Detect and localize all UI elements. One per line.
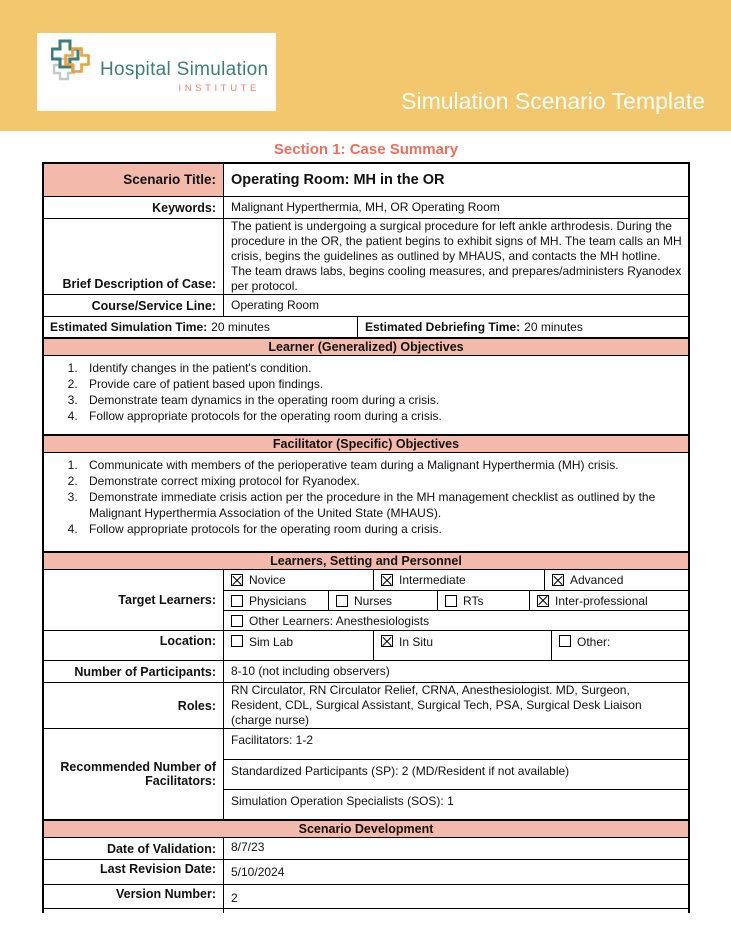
checkbox-icon[interactable]	[537, 595, 549, 607]
objective-item: 3. Demonstrate immediate crisis action per the procedure in the MH management checklist as outlined by the Malignant Hyperthermia Association of the United State (MHAUS).	[81, 489, 682, 521]
brief-description-value[interactable]: The patient is undergoing a surgical procedure for left ankle arthrodesis. During the procedure in the OR, the patient begins to exhibit signs of MH. The team calls an MH crisis, begins the guidelines as outlined by MHAUS, and contacts the MH hotline. The team draws labs, begins cooling measures, and prepares/administers Ryanodex per protocol.	[231, 219, 682, 293]
checkbox-intermediate[interactable]	[373, 570, 544, 590]
checkbox-icon[interactable]	[231, 574, 243, 586]
standardized-participants	[224, 759, 688, 789]
roles-label: Roles:	[44, 683, 224, 728]
hospital-cross-icon	[51, 38, 91, 82]
checkbox-label: Advanced	[570, 573, 624, 587]
checkbox-physicians[interactable]	[224, 591, 328, 610]
last-revision-row	[44, 859, 688, 884]
checkbox-icon[interactable]	[559, 635, 571, 647]
date-of-validation-label: Date of Validation:	[44, 838, 224, 859]
cutoff-label-cell	[44, 909, 224, 913]
objective-item: 2. Demonstrate correct mixing protocol for Ryanodex.	[81, 473, 682, 489]
scenario-title-row	[44, 164, 688, 196]
version-number-label: Version Number:	[44, 885, 224, 908]
date-of-validation-row	[44, 837, 688, 859]
table-cutoff-row	[44, 908, 688, 913]
roles-row	[44, 682, 688, 728]
checkbox-icon[interactable]	[231, 595, 243, 607]
checkbox-advanced[interactable]	[544, 570, 688, 590]
checkbox-icon[interactable]	[381, 635, 393, 647]
checkbox-inter-professional[interactable]	[529, 591, 688, 610]
course-service-line-value[interactable]: Operating Room	[231, 298, 320, 312]
keywords-value[interactable]: Malignant Hyperthermia, MH, OR Operating Room	[231, 200, 500, 214]
checkbox-label: Sim Lab	[249, 635, 294, 649]
cutoff-value-cell	[224, 909, 688, 913]
estimated-debriefing-time-label: Estimated Debriefing Time:	[365, 320, 521, 334]
checkbox-other-location[interactable]	[551, 631, 688, 660]
participants-value[interactable]: 8-10 (not including observers)	[231, 664, 390, 678]
version-number-row	[44, 884, 688, 908]
checkbox-label: Other Learners: Anesthesiologists	[249, 613, 430, 628]
last-revision-value[interactable]: 5/10/2024	[231, 864, 285, 879]
checkbox-icon[interactable]	[552, 574, 564, 586]
checkbox-in-situ[interactable]	[373, 631, 551, 660]
checkbox-novice[interactable]	[224, 570, 373, 590]
location-label: Location:	[44, 631, 224, 660]
estimated-simulation-time-label: Estimated Simulation Time:	[50, 320, 208, 334]
facilitators-row	[44, 728, 688, 819]
checkbox-sim-lab[interactable]	[224, 631, 373, 660]
section1-heading: Section 1: Case Summary	[273, 141, 459, 158]
course-service-line-row	[44, 294, 688, 316]
facilitators-label: Recommended Number of Facilitators:	[44, 729, 224, 819]
checkbox-label: Physicians	[249, 593, 307, 608]
logo-text-institute: INSTITUTE	[178, 83, 260, 94]
learner-objectives-header: Learner (Generalized) Objectives	[44, 337, 688, 355]
course-service-line-label: Course/Service Line:	[44, 295, 224, 316]
facilitators-values	[224, 729, 688, 819]
location-option-cells	[224, 631, 688, 660]
checkbox-nurses[interactable]	[328, 591, 437, 610]
scenario-development-header: Scenario Development	[44, 819, 688, 837]
checkbox-label: Intermediate	[399, 573, 466, 587]
checkbox-icon[interactable]	[381, 574, 393, 586]
brief-description-row	[44, 218, 688, 294]
brief-description-label: Brief Description of Case:	[44, 219, 224, 294]
other-learners-option	[224, 610, 688, 630]
target-learners-row	[44, 569, 688, 630]
checkbox-icon[interactable]	[231, 635, 243, 647]
checkbox-label: Nurses	[354, 593, 393, 608]
objective-item: 4. Follow appropriate protocols for the operating room during a crisis.	[81, 521, 682, 537]
checkbox-icon[interactable]	[231, 615, 243, 627]
facilitator-objectives-list	[44, 457, 682, 537]
participants-label: Number of Participants:	[44, 661, 224, 682]
logo-text-hospital-simulation: Hospital Simulation	[100, 59, 269, 80]
facilitator-objectives-header: Facilitator (Specific) Objectives	[44, 434, 688, 452]
estimated-debriefing-time-value: 20 minutes	[524, 320, 583, 334]
case-summary-table	[42, 162, 690, 913]
learners-setting-header: Learners, Setting and Personnel	[44, 551, 688, 569]
keywords-row	[44, 196, 688, 218]
checkbox-label: Novice	[249, 573, 286, 587]
keywords-label: Keywords:	[44, 197, 224, 218]
objective-item: 4. Follow appropriate protocols for the operating room during a crisis.	[81, 408, 682, 424]
roles-value[interactable]: RN Circulator, RN Circulator Relief, CRNA, Anesthesiologist. MD, Surgeon, Resident, CDL, Surgical Assistant, Surgical Tech, PSA, Surgical Desk Liaison (charge nurse)	[231, 683, 642, 727]
learner-profession-options	[224, 590, 688, 610]
scenario-title-value[interactable]: Operating Room: MH in the OR	[231, 171, 445, 188]
checkbox-label: Other:	[577, 635, 611, 649]
facilitators-count-value[interactable]: Facilitators: 1-2	[231, 733, 314, 747]
checkbox-icon[interactable]	[336, 595, 348, 607]
checkbox-label: Inter-professional	[555, 593, 648, 608]
date-of-validation-value[interactable]: 8/7/23	[231, 840, 265, 854]
standardized-participants-value[interactable]: Standardized Participants (SP): 2 (MD/Resident if not available)	[231, 764, 570, 778]
checkbox-other-learners[interactable]	[224, 611, 688, 630]
location-row	[44, 630, 688, 660]
objective-item: 1. Identify changes in the patient's condition.	[81, 360, 682, 376]
target-learners-label: Target Learners:	[44, 570, 224, 630]
facilitators-count	[224, 729, 688, 759]
checkbox-label: RTs	[463, 593, 484, 608]
document-title: Simulation Scenario Template	[401, 88, 705, 114]
header-banner	[0, 0, 731, 131]
logo	[37, 33, 276, 111]
estimated-times-row	[44, 316, 688, 337]
objective-item: 3. Demonstrate team dynamics in the operating room during a crisis.	[81, 392, 682, 408]
simulation-operation-specialists	[224, 789, 688, 819]
participants-row	[44, 660, 688, 682]
checkbox-label: In Situ	[399, 635, 434, 649]
last-revision-label: Last Revision Date:	[44, 860, 224, 884]
checkbox-icon[interactable]	[445, 595, 457, 607]
target-learners-options	[224, 570, 688, 630]
facilitator-objectives-body	[44, 452, 688, 551]
learner-objectives-list	[44, 360, 682, 424]
learner-objectives-body	[44, 355, 688, 434]
scenario-title-label: Scenario Title:	[44, 164, 224, 196]
objective-item: 1. Communicate with members of the perioperative team during a Malignant Hyperthermia (MH) crisis.	[81, 457, 682, 473]
estimated-simulation-time[interactable]	[44, 317, 357, 337]
learner-level-options	[224, 570, 688, 590]
location-options	[224, 631, 688, 660]
estimated-simulation-time-value: 20 minutes	[211, 320, 270, 334]
sos-value[interactable]: Simulation Operation Specialists (SOS): 1	[231, 794, 454, 808]
estimated-debriefing-time[interactable]	[357, 317, 688, 337]
objective-item: 2. Provide care of patient based upon findings.	[81, 376, 682, 392]
checkbox-rts[interactable]	[437, 591, 529, 610]
version-number-value[interactable]: 2	[231, 891, 238, 905]
